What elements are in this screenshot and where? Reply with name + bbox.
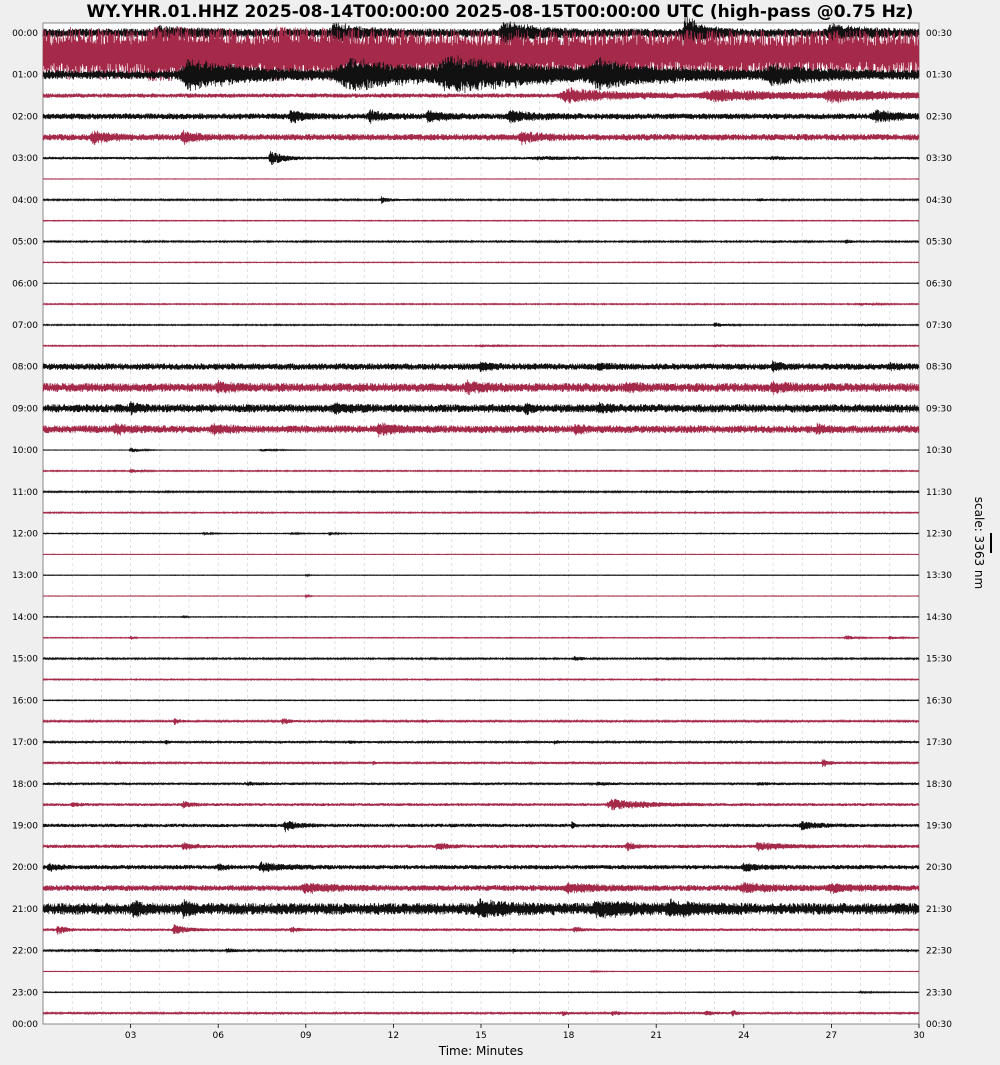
left-hour-label: 12:00 [12,529,38,540]
right-hour-label: 12:30 [926,529,952,540]
right-hour-label: 04:30 [926,195,952,206]
right-hour-label: 23:30 [926,988,952,999]
left-hour-label: 01:00 [12,70,38,81]
scale-label: scale: 3363 nm [972,496,986,590]
left-hour-label: 23:00 [12,988,38,999]
left-hour-label: 22:00 [12,946,38,957]
right-hour-label: 06:30 [926,279,952,290]
seismic-trace-12 [43,283,919,284]
seismic-trace-11 [43,262,919,263]
left-hour-label: 13:00 [12,571,38,582]
left-hour-label: 04:00 [12,195,38,206]
left-hour-label: 03:00 [12,154,38,165]
x-tick-label: 30 [913,1031,925,1041]
x-tick-label: 24 [738,1031,750,1041]
x-tick-label: 21 [650,1031,662,1041]
x-tick-label: 12 [387,1031,400,1041]
right-hour-label: 00:30 [926,1020,952,1030]
x-axis-label: Time: Minutes [438,1044,524,1058]
right-hour-label: 16:30 [926,696,952,707]
left-hour-label: 10:00 [12,446,38,457]
right-hour-labels [926,29,952,1030]
right-hour-label: 08:30 [926,362,952,373]
right-hour-label: 03:30 [926,154,952,165]
seismic-trace-23 [43,512,919,513]
left-hour-label: 14:00 [12,612,38,623]
right-hour-label: 18:30 [926,779,952,790]
left-hour-label: 18:00 [12,779,38,790]
chart-title: WY.YHR.01.HHZ 2025-08-14T00:00:00 2025-08-15T00:00:00 UTC (high-pass @0.75 Hz) [86,2,914,22]
left-hour-label: 17:00 [12,738,38,749]
right-hour-label: 13:30 [926,571,952,582]
x-tick-label: 03 [124,1031,137,1041]
left-hour-label: 06:00 [12,279,38,290]
left-hour-label: 16:00 [12,696,38,707]
x-tick-label: 18 [562,1031,575,1041]
right-hour-label: 07:30 [926,320,952,331]
right-hour-label: 09:30 [926,404,952,415]
x-tick-labels [125,1024,925,1041]
right-hour-label: 05:30 [926,237,952,248]
right-hour-label: 10:30 [926,446,952,457]
seismic-trace-25 [43,554,919,555]
right-hour-label: 01:30 [926,70,952,81]
right-hour-label: 02:30 [926,112,952,123]
x-tick-label: 09 [300,1031,312,1041]
left-hour-label: 20:00 [12,863,38,874]
left-hour-label: 02:00 [12,112,38,123]
left-hour-label: 21:00 [12,904,38,915]
right-hour-label: 21:30 [926,904,952,915]
right-hour-label: 14:30 [926,612,952,623]
x-tick-label: 06 [212,1031,224,1041]
left-hour-label: 09:00 [12,404,38,415]
right-hour-label: 17:30 [926,738,952,749]
right-hour-label: 22:30 [926,946,952,957]
left-hour-label: 05:00 [12,237,38,248]
left-hour-labels [12,29,38,1030]
right-hour-label: 19:30 [926,821,952,832]
left-hour-label: 00:00 [12,1020,38,1030]
right-hour-label: 15:30 [926,654,952,665]
right-hour-label: 00:30 [926,29,952,39]
left-hour-label: 19:00 [12,821,38,832]
x-tick-label: 27 [825,1031,838,1041]
right-hour-label: 11:30 [926,487,952,498]
left-hour-label: 15:00 [12,654,38,665]
left-hour-label: 08:00 [12,362,38,373]
x-tick-label: 15 [475,1031,487,1041]
right-hour-label: 20:30 [926,863,952,874]
left-hour-label: 07:00 [12,320,38,331]
left-hour-label: 00:00 [12,29,38,39]
left-hour-label: 11:00 [12,487,38,498]
seismic-trace-32 [43,700,919,701]
seismic-trace-7 [43,179,919,180]
